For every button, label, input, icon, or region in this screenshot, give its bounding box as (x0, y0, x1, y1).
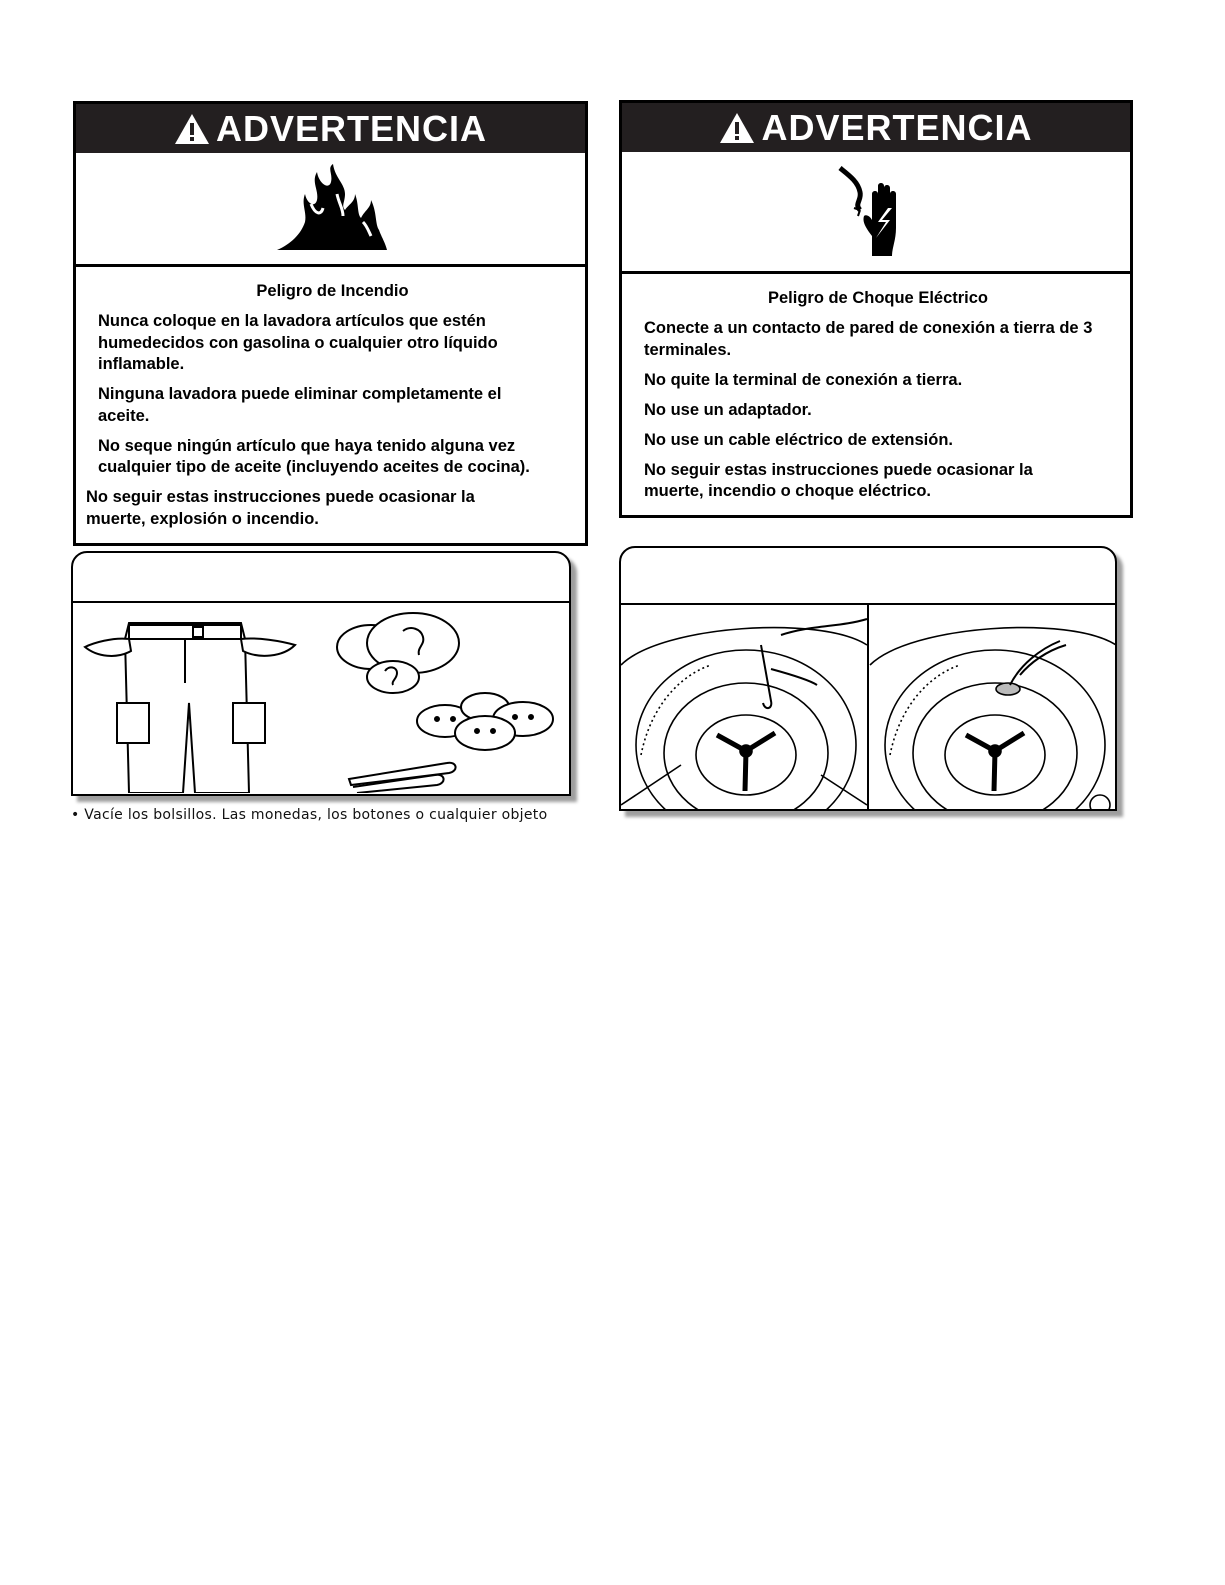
pockets-illustration-panel (71, 551, 571, 796)
warning-line: Nunca coloque en la lavadora artículos que estén humedecidos con gasolina o cualquier otro líquido inflamable. (98, 312, 498, 373)
warning-title: ADVERTENCIA (215, 107, 487, 149)
warning-line: No quite la terminal de conexión a tierra. (644, 370, 963, 389)
buttons-icon (417, 693, 553, 750)
fire-warning-box (73, 101, 588, 546)
shock-warning-box (619, 100, 1133, 518)
hazard-title: Peligro de Incendio (256, 282, 409, 300)
warning-line: No seguir estas instrucciones puede ocasionar la muerte, explosión o incendio. (86, 488, 475, 528)
washer-illustration-panel (619, 546, 1117, 811)
washer-basket-wipe-icon (870, 628, 1116, 811)
warning-triangle-icon (174, 113, 210, 145)
warning-line: No seque ningún artículo que haya tenido alguna vez cualquier tipo de aceite (incluyendo aceites de cocina). (98, 436, 530, 476)
warning-line: Ninguna lavadora puede eliminar completamente el aceite. (98, 385, 502, 425)
warning-triangle-icon (719, 112, 755, 144)
pants-icon (85, 623, 295, 793)
hazard-title: Peligro de Choque Eléctrico (767, 289, 989, 307)
warning-line: No use un cable eléctrico de extensión. (644, 430, 954, 449)
warning-header (76, 104, 585, 153)
safety-pins-icon (349, 763, 456, 793)
warning-line: Conecte a un contacto de pared de conexión a tierra de 3 terminales. (644, 319, 1093, 359)
coins-icon (337, 613, 459, 693)
instruction-bullet: • Vacíe los bolsillos. Las monedas, los botones o cualquier objeto (71, 807, 548, 823)
washer-basket-pour-icon (621, 619, 867, 811)
warning-line: No seguir estas instrucciones puede ocasionar la muerte, incendio o choque eléctrico. (644, 460, 1033, 500)
warning-header (622, 103, 1130, 152)
warning-line: No use un adaptador. (644, 400, 812, 419)
warning-title: ADVERTENCIA (761, 106, 1033, 148)
fire-icon (271, 164, 391, 254)
electric-shock-hand-icon (836, 164, 916, 260)
